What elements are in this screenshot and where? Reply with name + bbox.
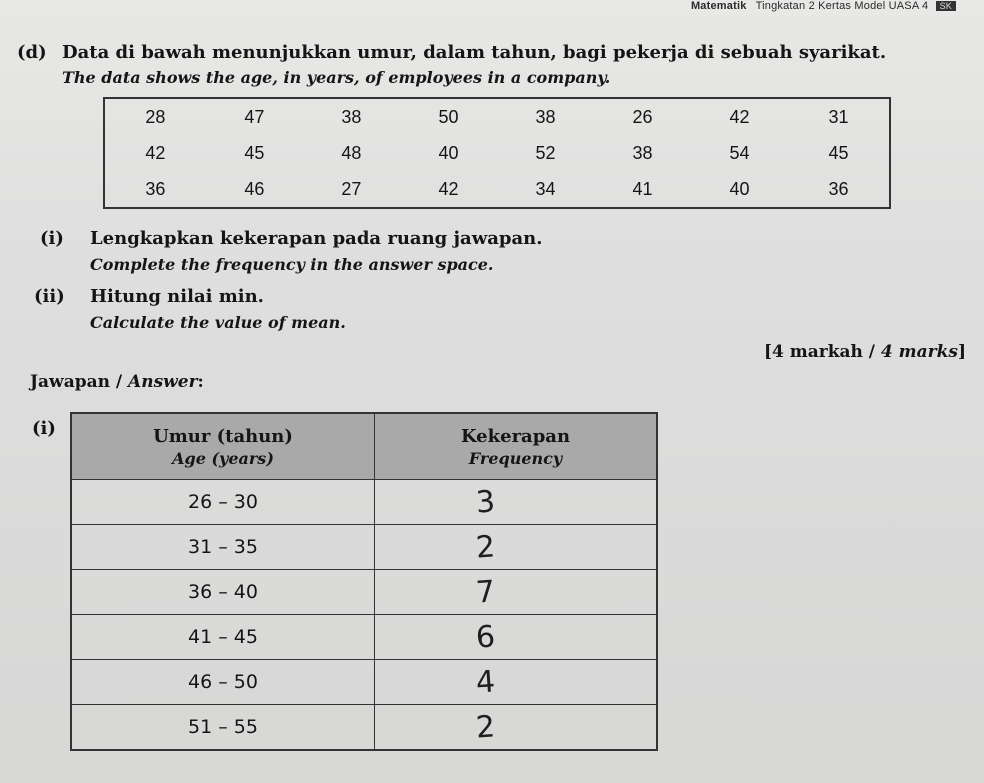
data-row (104, 98, 890, 135)
age-range-cell: 41 – 45 (71, 615, 375, 660)
age-range-cell: 46 – 50 (71, 660, 375, 705)
part-ii-text-en: Calculate the value of mean. (90, 313, 346, 332)
frequency-value: 7 (474, 573, 497, 611)
data-cell: 45 (244, 142, 265, 163)
age-range-cell: 26 – 30 (71, 480, 375, 525)
data-cell: 36 (145, 178, 166, 199)
paper-info: Tingkatan 2 Kertas Model UASA 4 (755, 0, 929, 12)
data-cell: 42 (145, 142, 166, 163)
data-cell: 38 (632, 142, 653, 163)
table-row (71, 525, 657, 570)
data-cell: 31 (828, 106, 849, 127)
data-cell: 54 (729, 142, 750, 163)
data-cell: 45 (828, 142, 849, 163)
data-row (104, 135, 890, 171)
table-row (71, 570, 657, 615)
answer-heading-en: Answer (128, 372, 198, 392)
age-range-cell: 31 – 35 (71, 525, 375, 570)
data-cell: 42 (438, 178, 459, 199)
age-range-cell: 36 – 40 (71, 570, 375, 615)
answer-heading (30, 372, 204, 392)
header-badge: SK (936, 1, 956, 11)
data-cell: 38 (535, 106, 556, 127)
question-text-ms: Data di bawah menunjukkan umur, dalam tahun, bagi pekerja di sebuah syarikat. (62, 42, 887, 63)
table-row (71, 615, 657, 660)
age-header-en: Age (years) (172, 448, 274, 468)
frequency-cell[interactable] (375, 705, 658, 751)
data-cell: 26 (632, 106, 653, 127)
data-cell: 38 (341, 106, 362, 127)
age-header-ms: Umur (tahun) (153, 425, 293, 447)
answer-part-label: (i) (32, 418, 56, 439)
data-cell: 41 (632, 178, 653, 199)
table-row (71, 705, 657, 751)
age-column-header (71, 413, 375, 480)
part-i-text-en: Complete the frequency in the answer space. (90, 255, 494, 274)
table-row (71, 660, 657, 705)
data-cell: 40 (438, 142, 459, 163)
frequency-cell[interactable] (375, 480, 658, 525)
frequency-header-en: Frequency (468, 448, 563, 468)
part-i-label: (i) (40, 228, 64, 249)
marks-ms: [4 markah / (763, 342, 881, 362)
question-text-en: The data shows the age, in years, of employees in a company. (62, 68, 611, 87)
age-data-table (103, 97, 891, 209)
data-cell: 27 (341, 178, 362, 199)
page-header (691, 0, 956, 12)
part-i-text-ms: Lengkapkan kekerapan pada ruang jawapan. (90, 228, 543, 249)
answer-heading-ms: Jawapan / (30, 372, 129, 392)
frequency-value: 3 (474, 483, 497, 521)
frequency-cell[interactable] (375, 570, 658, 615)
question-label: (d) (17, 42, 47, 63)
data-cell: 48 (341, 142, 362, 163)
data-cell: 50 (438, 106, 459, 127)
data-cell: 47 (244, 106, 265, 127)
frequency-cell[interactable] (375, 660, 658, 705)
data-cell: 46 (244, 178, 265, 199)
frequency-table (70, 412, 658, 751)
data-cell: 52 (535, 142, 556, 163)
data-cell: 42 (729, 106, 750, 127)
frequency-cell[interactable] (375, 525, 658, 570)
table-row (71, 480, 657, 525)
frequency-value: 6 (474, 618, 497, 656)
table-header-row (71, 413, 657, 480)
marks-en: 4 marks (880, 342, 958, 362)
marks-allocation (764, 342, 966, 362)
frequency-header-ms: Kekerapan (460, 425, 571, 447)
data-cell: 40 (729, 178, 750, 199)
marks-end: ] (957, 342, 966, 362)
subject-title: Matematik (690, 0, 747, 12)
frequency-cell[interactable] (375, 615, 658, 660)
data-row (104, 171, 890, 208)
part-ii-label: (ii) (34, 286, 65, 307)
data-cell: 34 (535, 178, 556, 199)
frequency-value: 2 (474, 708, 497, 746)
frequency-value: 4 (474, 663, 497, 701)
part-ii-text-ms: Hitung nilai min. (90, 286, 264, 307)
frequency-value: 2 (474, 528, 497, 566)
age-range-cell: 51 – 55 (71, 705, 375, 751)
data-cell: 36 (828, 178, 849, 199)
frequency-column-header (375, 413, 658, 480)
data-cell: 28 (145, 106, 166, 127)
answer-heading-end: : (197, 372, 204, 392)
